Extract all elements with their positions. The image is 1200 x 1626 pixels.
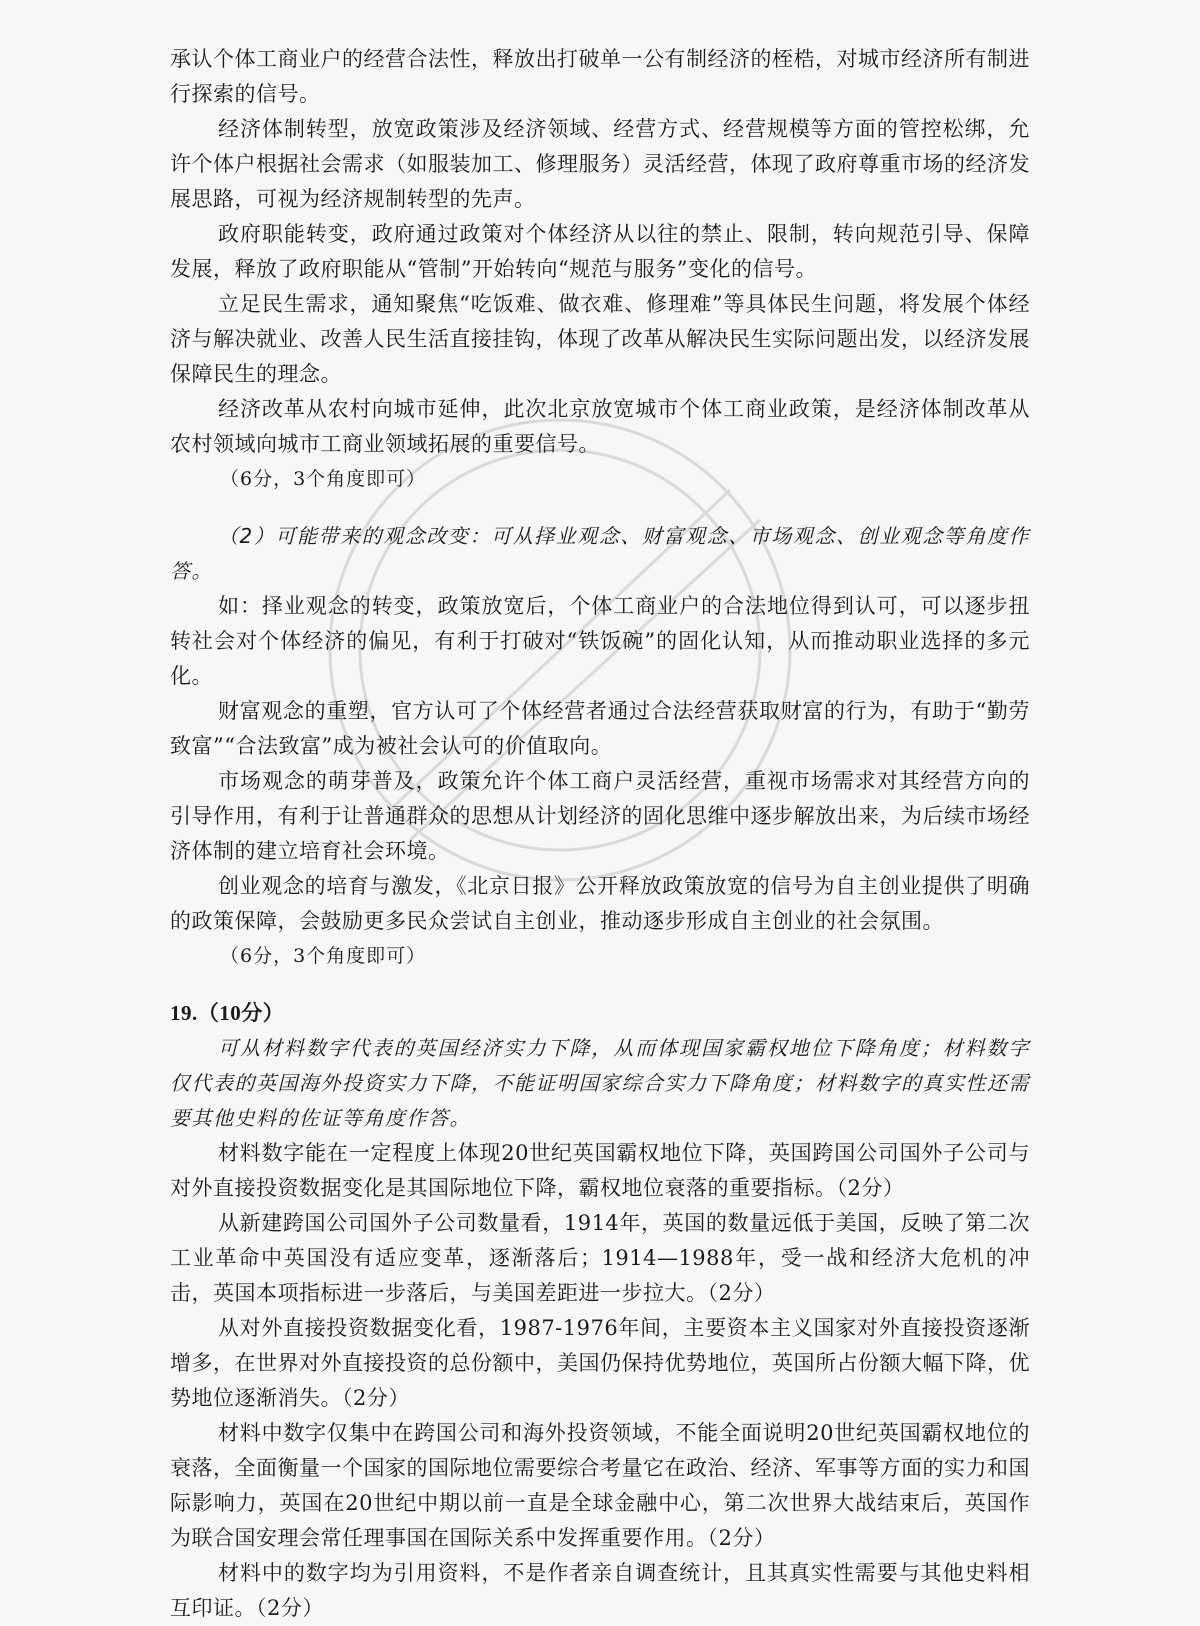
paragraph: 材料数字能在一定程度上体现20世纪英国霸权地位下降，英国跨国公司国外子公司与对外直接投资数据变化是其国际地位下降，霸权地位衰落的重要指标。（2分） xyxy=(170,1141,1030,1200)
score-note: （6分，3个角度即可） xyxy=(220,468,427,490)
paragraph: 财富观念的重塑，官方认可了个体经营者通过合法经营获取财富的行为，有助于“勤劳致富”“合法致富”成为被社会认可的价值取向。 xyxy=(170,699,1030,758)
question-19-intro: 可从材料数字代表的英国经济实力下降，从而体现国家霸权地位下降角度；材料数字仅代表的英国海外投资实力下降，不能证明国家综合实力下降角度；材料数字的真实性还需要其他史料的佐证等角度作答。 xyxy=(170,1036,1030,1130)
spacer xyxy=(170,497,1030,519)
paragraph: 市场观念的萌芽普及，政策允许个体工商户灵活经营，重视市场需求对其经营方向的引导作用，有利于让普通群众的思想从计划经济的固化思维中逐步解放出来，为后续市场经济体制的建立培育社会环境。 xyxy=(170,769,1030,863)
paragraph: 承认个体工商业户的经营合法性，释放出打破单一公有制经济的桎梏，对城市经济所有制进行探索的信号。 xyxy=(170,47,1030,106)
paragraph: 如：择业观念的转变，政策放宽后，个体工商业户的合法地位得到认可，可以逐步扭转社会对个体经济的偏见，有利于打破对“铁饭碗”的固化认知，从而推动职业选择的多元化。 xyxy=(170,594,1030,688)
paragraph: 材料中数字仅集中在跨国公司和海外投资领域，不能全面说明20世纪英国霸权地位的衰落，全面衡量一个国家的国际地位需要综合考量它在政治、经济、军事等方面的实力和国际影响力，英国在20世纪中期以前一直是全球金融中心，第二次世界大战结束后，英国作为联合国安理会常任理事国在国际关系中发挥重要作用。（2分） xyxy=(170,1421,1030,1550)
paragraph: 立足民生需求，通知聚焦“吃饭难、做衣难、修理难”等具体民生问题，将发展个体经济与解决就业、改善人民生活直接挂钩，体现了改革从解决民生实际问题出发，以经济发展保障民生的理念。 xyxy=(170,292,1030,386)
paragraph: 从对外直接投资数据变化看，1987-1976年间，主要资本主义国家对外直接投资逐渐增多，在世界对外直接投资的总份额中，美国仍保持优势地位，英国所占份额大幅下降，优势地位逐渐消失。（2分） xyxy=(170,1316,1030,1410)
paragraph: 政府职能转变，政府通过政策对个体经济从以往的禁止、限制，转向规范引导、保障发展，释放了政府职能从“管制”开始转向“规范与服务”变化的信号。 xyxy=(170,222,1030,281)
paragraph: 创业观念的培育与激发，《北京日报》公开释放政策放宽的信号为自主创业提供了明确的政策保障，会鼓励更多民众尝试自主创业，推动逐步形成自主创业的社会氛围。 xyxy=(170,874,1030,933)
paragraph: 经济改革从农村向城市延伸，此次北京放宽城市个体工商业政策，是经济体制改革从农村领域向城市工商业领域拓展的重要信号。 xyxy=(170,397,1030,456)
spacer xyxy=(170,974,1030,996)
paragraph: 材料中的数字均为引用资料，不是作者亲自调查统计，且其真实性需要与其他史料相互印证。（2分） xyxy=(170,1561,1030,1620)
paragraph: 经济体制转型，放宽政策涉及经济领域、经营方式、经营规模等方面的管控松绑，允许个体户根据社会需求（如服装加工、修理服务）灵活经营，体现了政府尊重市场的经济发展思路，可视为经济规制转型的先声。 xyxy=(170,117,1030,211)
question-19-title: 19.（10分） xyxy=(170,1001,285,1025)
score-note: （6分，3个角度即可） xyxy=(220,945,427,967)
part2-intro: （2）可能带来的观念改变：可从择业观念、财富观念、市场观念、创业观念等角度作答。 xyxy=(170,524,1030,583)
paragraph: 从新建跨国公司国外子公司数量看，1914年，英国的数量远低于美国，反映了第二次工业革命中英国没有适应变革，逐渐落后；1914—1988年，受一战和经济大危机的冲击，英国本项指标进一步落后，与美国差距进一步拉大。（2分） xyxy=(170,1211,1030,1305)
